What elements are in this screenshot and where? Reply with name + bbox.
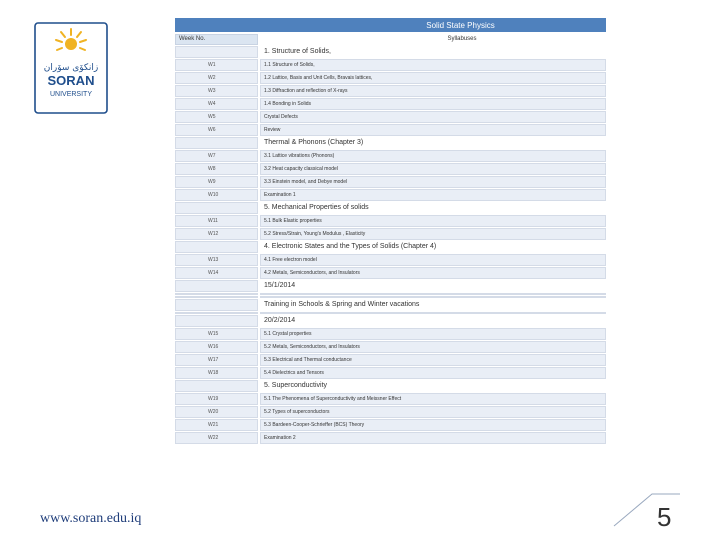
topic-cell: 5.4 Dielectrics and Tensors [260, 367, 606, 379]
week-cell: W11 [175, 215, 258, 227]
footer-url[interactable]: www.soran.edu.iq [40, 511, 142, 526]
table-row [175, 189, 606, 201]
table-row [175, 315, 606, 327]
table-row [175, 393, 606, 405]
week-cell: W22 [175, 432, 258, 444]
topic-cell: 4. Electronic States and the Types of Solids (Chapter 4) [260, 241, 606, 253]
week-cell [175, 293, 258, 295]
week-cell: W4 [175, 98, 258, 110]
logo-name: SORAN [47, 73, 95, 88]
corner-decoration [612, 492, 682, 528]
topic-cell: 3.3 Einstein model, and Debye model [260, 176, 606, 188]
week-cell: W17 [175, 354, 258, 366]
week-cell [175, 46, 258, 58]
table-row [175, 59, 606, 71]
topic-cell: 4.2 Metals, Semiconductors, and Insulators [260, 267, 606, 279]
topic-cell: 1.2 Lattice, Basis and Unit Cells, Bravais lattices, [260, 72, 606, 84]
table-row [175, 241, 606, 253]
table-row [175, 354, 606, 366]
topic-cell: 4.1 Free electron model [260, 254, 606, 266]
topic-cell: 1.1 Structure of Solids, [260, 59, 606, 71]
table-row [175, 176, 606, 188]
table-row [175, 163, 606, 175]
week-cell: W20 [175, 406, 258, 418]
week-cell: W19 [175, 393, 258, 405]
table-row [175, 72, 606, 84]
table-row [175, 98, 606, 110]
course-title: Solid State Physics [175, 18, 606, 32]
table-body [175, 46, 606, 444]
week-cell: W1 [175, 59, 258, 71]
table-row [175, 380, 606, 392]
syllabus-column-header: Syllabuses [447, 36, 477, 42]
week-cell [175, 296, 258, 298]
topic-cell: 5. Superconductivity [260, 380, 606, 392]
table-row [175, 419, 606, 431]
topic-cell: 1.4 Bonding in Solids [260, 98, 606, 110]
topic-cell: 5.3 Bardeen-Cooper-Schrieffer (BCS) Theory [260, 419, 606, 431]
topic-cell [260, 293, 606, 295]
topic-cell: 5.2 Metals, Semiconductors, and Insulators [260, 341, 606, 353]
topic-cell: 20/2/2014 [260, 315, 606, 327]
topic-cell: 5.1 Crystal properties [260, 328, 606, 340]
logo-subtitle: UNIVERSITY [49, 91, 93, 98]
week-cell: W3 [175, 85, 258, 97]
topic-cell: Examination 1 [260, 189, 606, 201]
topic-cell: 1.3 Diffraction and reflection of X-rays [260, 85, 606, 97]
table-row [175, 254, 606, 266]
week-cell: W8 [175, 163, 258, 175]
week-cell [175, 280, 258, 292]
table-row [175, 85, 606, 97]
week-cell [175, 315, 258, 327]
table-row [175, 328, 606, 340]
logo-arabic-text: زانكۆی سۆران [43, 63, 99, 73]
week-cell: W14 [175, 267, 258, 279]
topic-cell: Review [260, 124, 606, 136]
table-row [175, 137, 606, 149]
week-cell: W7 [175, 150, 258, 162]
topic-cell: 5.1 The Phenomena of Superconductivity and Meissner Effect [260, 393, 606, 405]
topic-cell: 5.3 Electrical and Thermal conductance [260, 354, 606, 366]
table-row [175, 267, 606, 279]
week-cell: W16 [175, 341, 258, 353]
table-row [175, 124, 606, 136]
table-header [175, 34, 606, 45]
table-row [175, 341, 606, 353]
topic-cell: Thermal & Phonons (Chapter 3) [260, 137, 606, 149]
topic-cell: 5.1 Bulk Elastic properties [260, 215, 606, 227]
week-cell: W6 [175, 124, 258, 136]
table-row [175, 228, 606, 240]
week-cell [175, 137, 258, 149]
week-column-header: Week No. [175, 34, 258, 45]
topic-cell: Crystal Defects [260, 111, 606, 123]
topic-cell: Training in Schools & Spring and Winter vacations [260, 299, 606, 311]
syllabus-table [175, 18, 606, 444]
table-row [175, 46, 606, 58]
topic-cell: 5. Mechanical Properties of solids [260, 202, 606, 214]
week-cell: W2 [175, 72, 258, 84]
week-cell [175, 202, 258, 214]
week-cell: W15 [175, 328, 258, 340]
table-row [175, 296, 606, 298]
table-row [175, 299, 606, 311]
topic-cell: 5.2 Types of superconductors [260, 406, 606, 418]
topic-cell [260, 296, 606, 298]
topic-cell: Examination 2 [260, 432, 606, 444]
soran-university-logo [34, 22, 108, 114]
week-cell: W21 [175, 419, 258, 431]
week-cell: W5 [175, 111, 258, 123]
week-cell [175, 380, 258, 392]
page-number: 5 [657, 502, 672, 532]
table-row [175, 312, 606, 314]
week-cell: W12 [175, 228, 258, 240]
table-row [175, 367, 606, 379]
topic-cell [260, 312, 606, 314]
table-row [175, 293, 606, 295]
topic-cell: 15/1/2014 [260, 280, 606, 292]
table-row [175, 111, 606, 123]
table-row [175, 150, 606, 162]
table-row [175, 202, 606, 214]
week-cell: W9 [175, 176, 258, 188]
week-cell [175, 299, 258, 311]
table-row [175, 280, 606, 292]
week-cell: W10 [175, 189, 258, 201]
topic-cell: 5.2 Stress/Strain, Young's Modulus , Elasticity [260, 228, 606, 240]
topic-cell: 1. Structure of Solids, [260, 46, 606, 58]
week-cell: W13 [175, 254, 258, 266]
table-row [175, 432, 606, 444]
topic-cell: 3.2 Heat capacity classical model [260, 163, 606, 175]
week-cell [175, 241, 258, 253]
table-row [175, 406, 606, 418]
table-row [175, 215, 606, 227]
week-cell: W18 [175, 367, 258, 379]
week-cell [175, 312, 258, 314]
topic-cell: 3.1 Lattice vibrations (Phonons) [260, 150, 606, 162]
